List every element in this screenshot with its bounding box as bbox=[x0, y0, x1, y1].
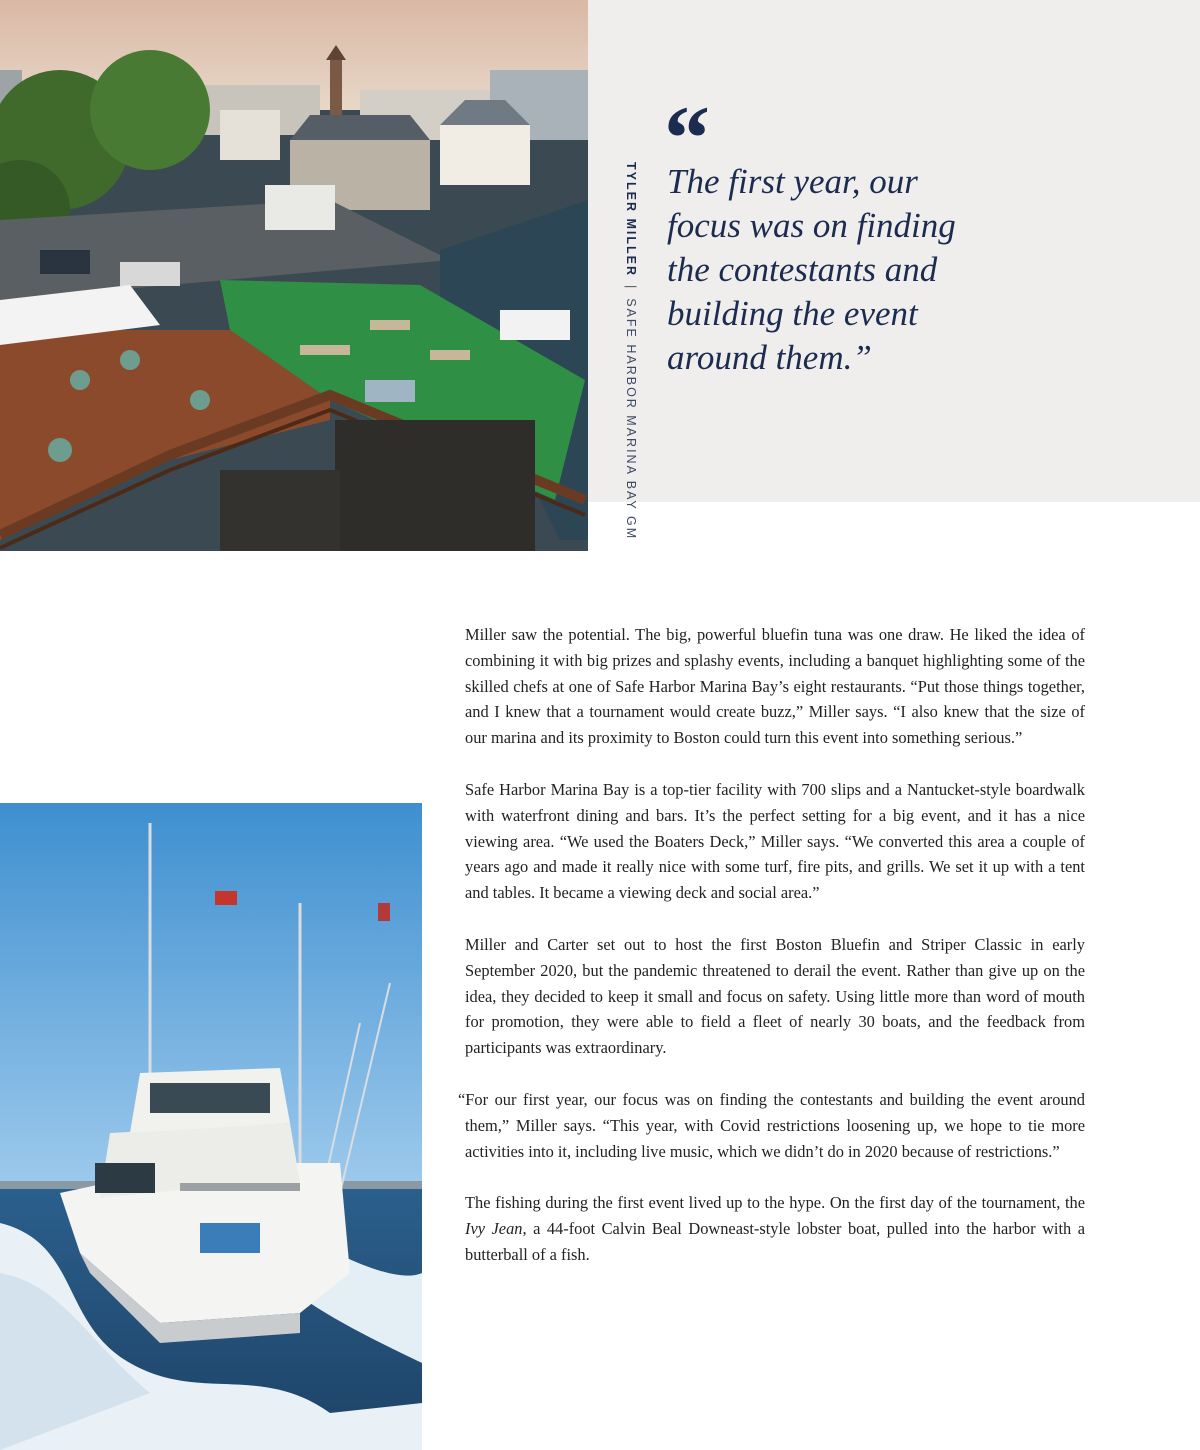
article-paragraph-3: Miller and Carter set out to host the first Boston Bluefin and Striper Classic in early September 2020, but the pandemic threatened to derail the event. Rather than give up on the idea, they decided to keep it small and focus on safety. Using little more than word of mouth for promotion, they were able to field a fleet of nearly 30 boats, and the feedback from participants was extraordinary. bbox=[465, 934, 1085, 1058]
article-paragraph-4: “For our first year, our focus was on finding the contestants and building the event around them,” Miller says. “This year, with Covid restrictions loosening up, we hope to tie more activities into it, including live music, which we didn’t do in 2020 because of restrictions.” bbox=[458, 1089, 1085, 1161]
attribution-name: TYLER MILLER bbox=[624, 162, 638, 277]
quote-mark-icon: “ bbox=[664, 87, 710, 189]
marina-photo bbox=[0, 0, 588, 551]
article-paragraph-2: Safe Harbor Marina Bay is a top-tier facility with 700 slips and a Nantucket-style boardwalk with waterfront dining and bars. It’s the perfect setting for a big event, and it has a nice viewing area. “We used the Boaters Deck,” Miller says. “We converted this area a couple of years ago and made it really nice with some turf, fire pits, and grills. We set it up with a tent and tables. It became a viewing deck and social area.” bbox=[465, 779, 1085, 903]
article-paragraph-1: Miller saw the potential. The big, powerful bluefin tuna was one draw. He liked the idea of combining it with big prizes and splashy events, including a banquet highlighting some of the skilled chefs at one of Safe Harbor Marina Bay’s eight restaurants. “Put those things together, and I knew that a tournament would create buzz,” Miller says. “I also knew that the size of our marina and its proximity to Boston could turn this event into something serious.” bbox=[465, 625, 1085, 748]
boat-photo bbox=[0, 803, 422, 1450]
boat-name: Ivy Jean bbox=[465, 1219, 523, 1239]
article-body bbox=[458, 622, 1086, 1294]
paragraph-5-text-after: , a 44-foot Calvin Beal Downeast-style lobster boat, pulled into the harbor with a butterball of a fish. bbox=[465, 1219, 1086, 1264]
paragraph-5-text-before: The fishing during the first event lived up to the hype. On the first day of the tournament, the bbox=[465, 1193, 1085, 1213]
attribution-separator: | bbox=[624, 284, 638, 291]
attribution-role: SAFE HARBOR MARINA BAY GM bbox=[624, 298, 638, 541]
article-paragraph-5 bbox=[465, 1190, 1085, 1267]
pull-quote: The first year, our focus was on finding the contestants and building the event around them.” bbox=[667, 162, 956, 377]
quote-attribution bbox=[618, 162, 638, 541]
